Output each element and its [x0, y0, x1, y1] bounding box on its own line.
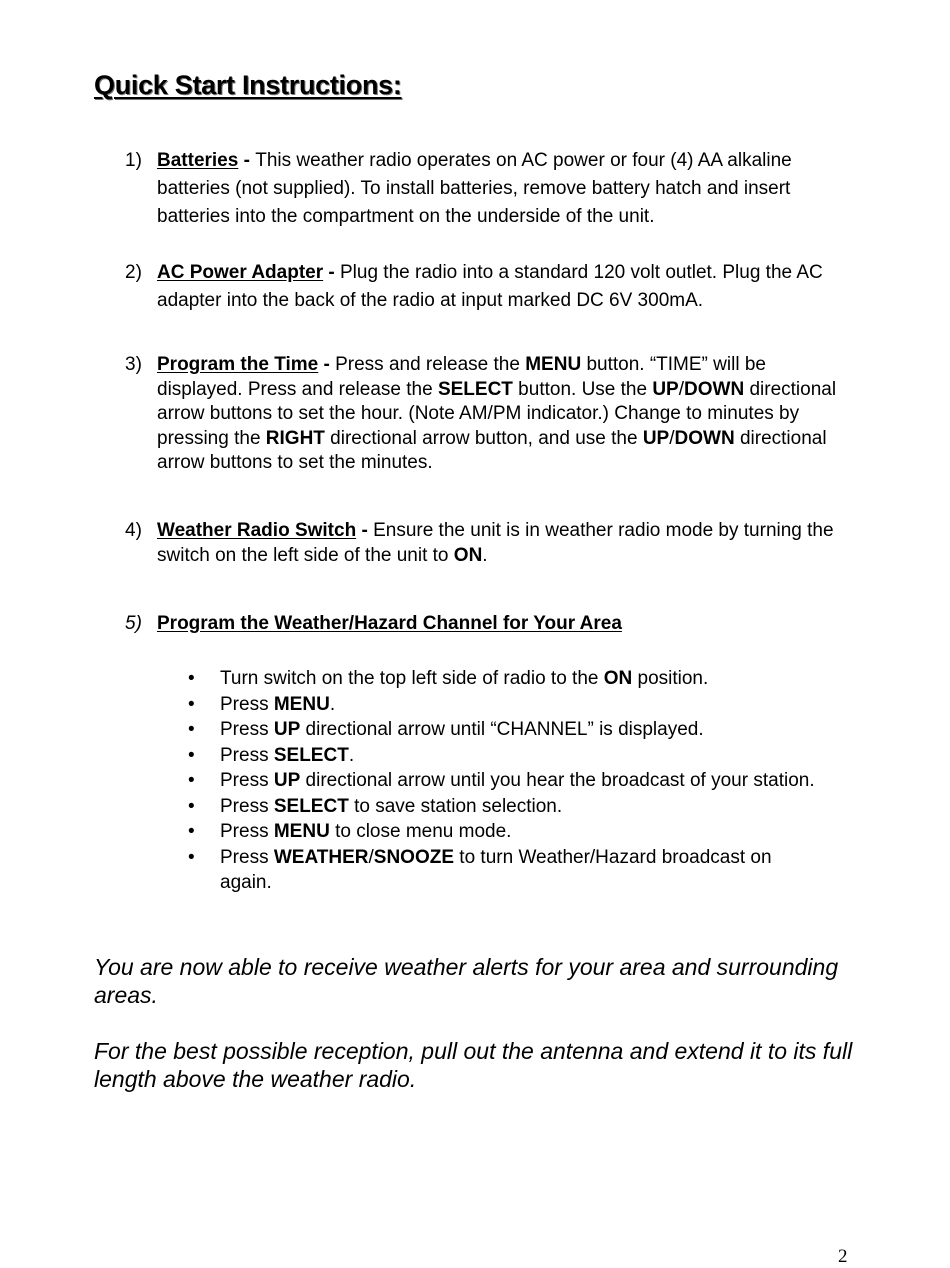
- button-name: WEATHER: [273, 846, 369, 868]
- button-name: SNOOZE: [373, 846, 455, 868]
- list-item: [186, 794, 826, 819]
- list-item: [186, 768, 826, 793]
- list-item: [186, 819, 826, 844]
- bullet-icon: •: [188, 744, 195, 766]
- button-name: ON: [453, 544, 483, 566]
- step-number: 1): [125, 150, 142, 171]
- page-number: 2: [838, 1246, 848, 1267]
- button-name: SELECT: [437, 378, 513, 400]
- bullet-icon: •: [188, 719, 195, 740]
- step-text: .: [482, 544, 488, 566]
- bullet-icon: •: [188, 846, 195, 868]
- item-text: to close menu mode.: [329, 821, 512, 842]
- step-heading: AC Power Adapter: [157, 262, 324, 283]
- button-name: UP: [642, 427, 670, 449]
- item-text: to turn Weather/Hazard broadcast on again.: [220, 846, 772, 893]
- step-body: [157, 259, 845, 315]
- item-text: .: [329, 693, 336, 715]
- bullet-icon: •: [188, 795, 195, 817]
- item-text: Press: [220, 693, 274, 715]
- step-text: button. “TIME” will be displayed. Press and release the: [157, 354, 766, 400]
- closing-note-alerts: You are now able to receive weather alerts for your area and surrounding areas.: [94, 954, 839, 1008]
- step-text: /: [678, 378, 685, 400]
- item-text: Press: [220, 846, 274, 868]
- bullet-icon: •: [188, 668, 195, 689]
- button-name: UP: [273, 770, 301, 791]
- list-item: [186, 717, 826, 742]
- step-program-time: [125, 353, 845, 476]
- step-text: Plug the radio into a standard 120 volt outlet. Plug the AC adapter into the back of the radio at input marked DC 6V 300mA.: [157, 262, 823, 311]
- step-heading: Program the Time: [157, 354, 319, 375]
- step-number: 4): [125, 520, 142, 541]
- step-text: Press and release the: [335, 354, 526, 375]
- step-text: directional arrow buttons to set the minutes.: [157, 427, 827, 473]
- item-text: to save station selection.: [348, 795, 563, 817]
- item-text: Press: [220, 821, 274, 842]
- step-text: button. Use the: [512, 378, 653, 400]
- channel-steps-list: [186, 666, 826, 895]
- item-text: Press: [220, 770, 274, 791]
- step-heading: Batteries: [157, 150, 239, 171]
- item-text: Press: [220, 719, 274, 740]
- bullet-icon: •: [188, 770, 195, 791]
- item-text: directional arrow until “CHANNEL” is displayed.: [300, 719, 704, 740]
- step-number: 5): [125, 613, 142, 634]
- step-batteries: [125, 147, 845, 231]
- button-name: SELECT: [273, 795, 349, 817]
- list-item: [186, 666, 826, 691]
- closing-note-antenna: For the best possible reception, pull out the antenna and extend it to its full length above the weather radio.: [94, 1038, 853, 1092]
- item-text: position.: [632, 668, 709, 689]
- page-title: Quick Start Instructions:: [94, 70, 402, 100]
- step-body: [157, 353, 845, 476]
- button-name: UP: [273, 719, 301, 740]
- button-name: UP: [652, 378, 679, 400]
- item-text: directional arrow until you hear the broadcast of your station.: [300, 770, 815, 791]
- button-name: RIGHT: [265, 427, 325, 449]
- list-item: [186, 692, 826, 717]
- bullet-icon: •: [188, 821, 195, 842]
- step-number: 3): [125, 354, 142, 375]
- step-number: 2): [125, 262, 142, 283]
- item-text: Turn switch on the top left side of radio to the: [220, 668, 604, 689]
- list-item: [186, 743, 826, 768]
- button-name: MENU: [273, 693, 330, 715]
- step-text: /: [669, 427, 675, 449]
- step-text: This weather radio operates on AC power or four (4) AA alkaline batteries (not supplied). To install batteries, remove battery hatch and insert batteries into the compartment on the underside of the unit.: [157, 150, 792, 227]
- button-name: SELECT: [273, 744, 349, 766]
- item-text: .: [348, 744, 355, 766]
- button-name: MENU: [273, 821, 330, 842]
- step-dash: -: [356, 520, 374, 541]
- step-weather-radio-switch: [125, 519, 845, 568]
- step-program-channel: [125, 612, 845, 637]
- step-dash: -: [318, 354, 336, 375]
- step-dash: -: [323, 262, 340, 283]
- button-name: ON: [603, 668, 633, 689]
- step-dash: -: [238, 150, 256, 171]
- button-name: DOWN: [674, 427, 735, 449]
- step-body: [157, 519, 845, 568]
- step-text: Ensure the unit is in weather radio mode by turning the switch on the left side of the unit to: [157, 520, 834, 566]
- bullet-icon: •: [188, 693, 195, 715]
- list-item: [186, 845, 826, 895]
- item-text: /: [368, 846, 374, 868]
- step-text: directional arrow button, and use the: [324, 427, 643, 449]
- step-ac-power-adapter: [125, 259, 845, 315]
- step-heading: Weather Radio Switch: [157, 520, 357, 541]
- item-text: Press: [220, 795, 274, 817]
- button-name: MENU: [525, 354, 582, 375]
- item-text: Press: [220, 744, 274, 766]
- step-heading: Program the Weather/Hazard Channel for Your Area: [157, 613, 622, 634]
- step-text: directional arrow buttons to set the hour. (Note AM/PM indicator.) Change to minutes by pressing the: [157, 378, 837, 449]
- step-body: [157, 147, 845, 231]
- button-name: DOWN: [684, 378, 745, 400]
- step-body: [157, 612, 845, 637]
